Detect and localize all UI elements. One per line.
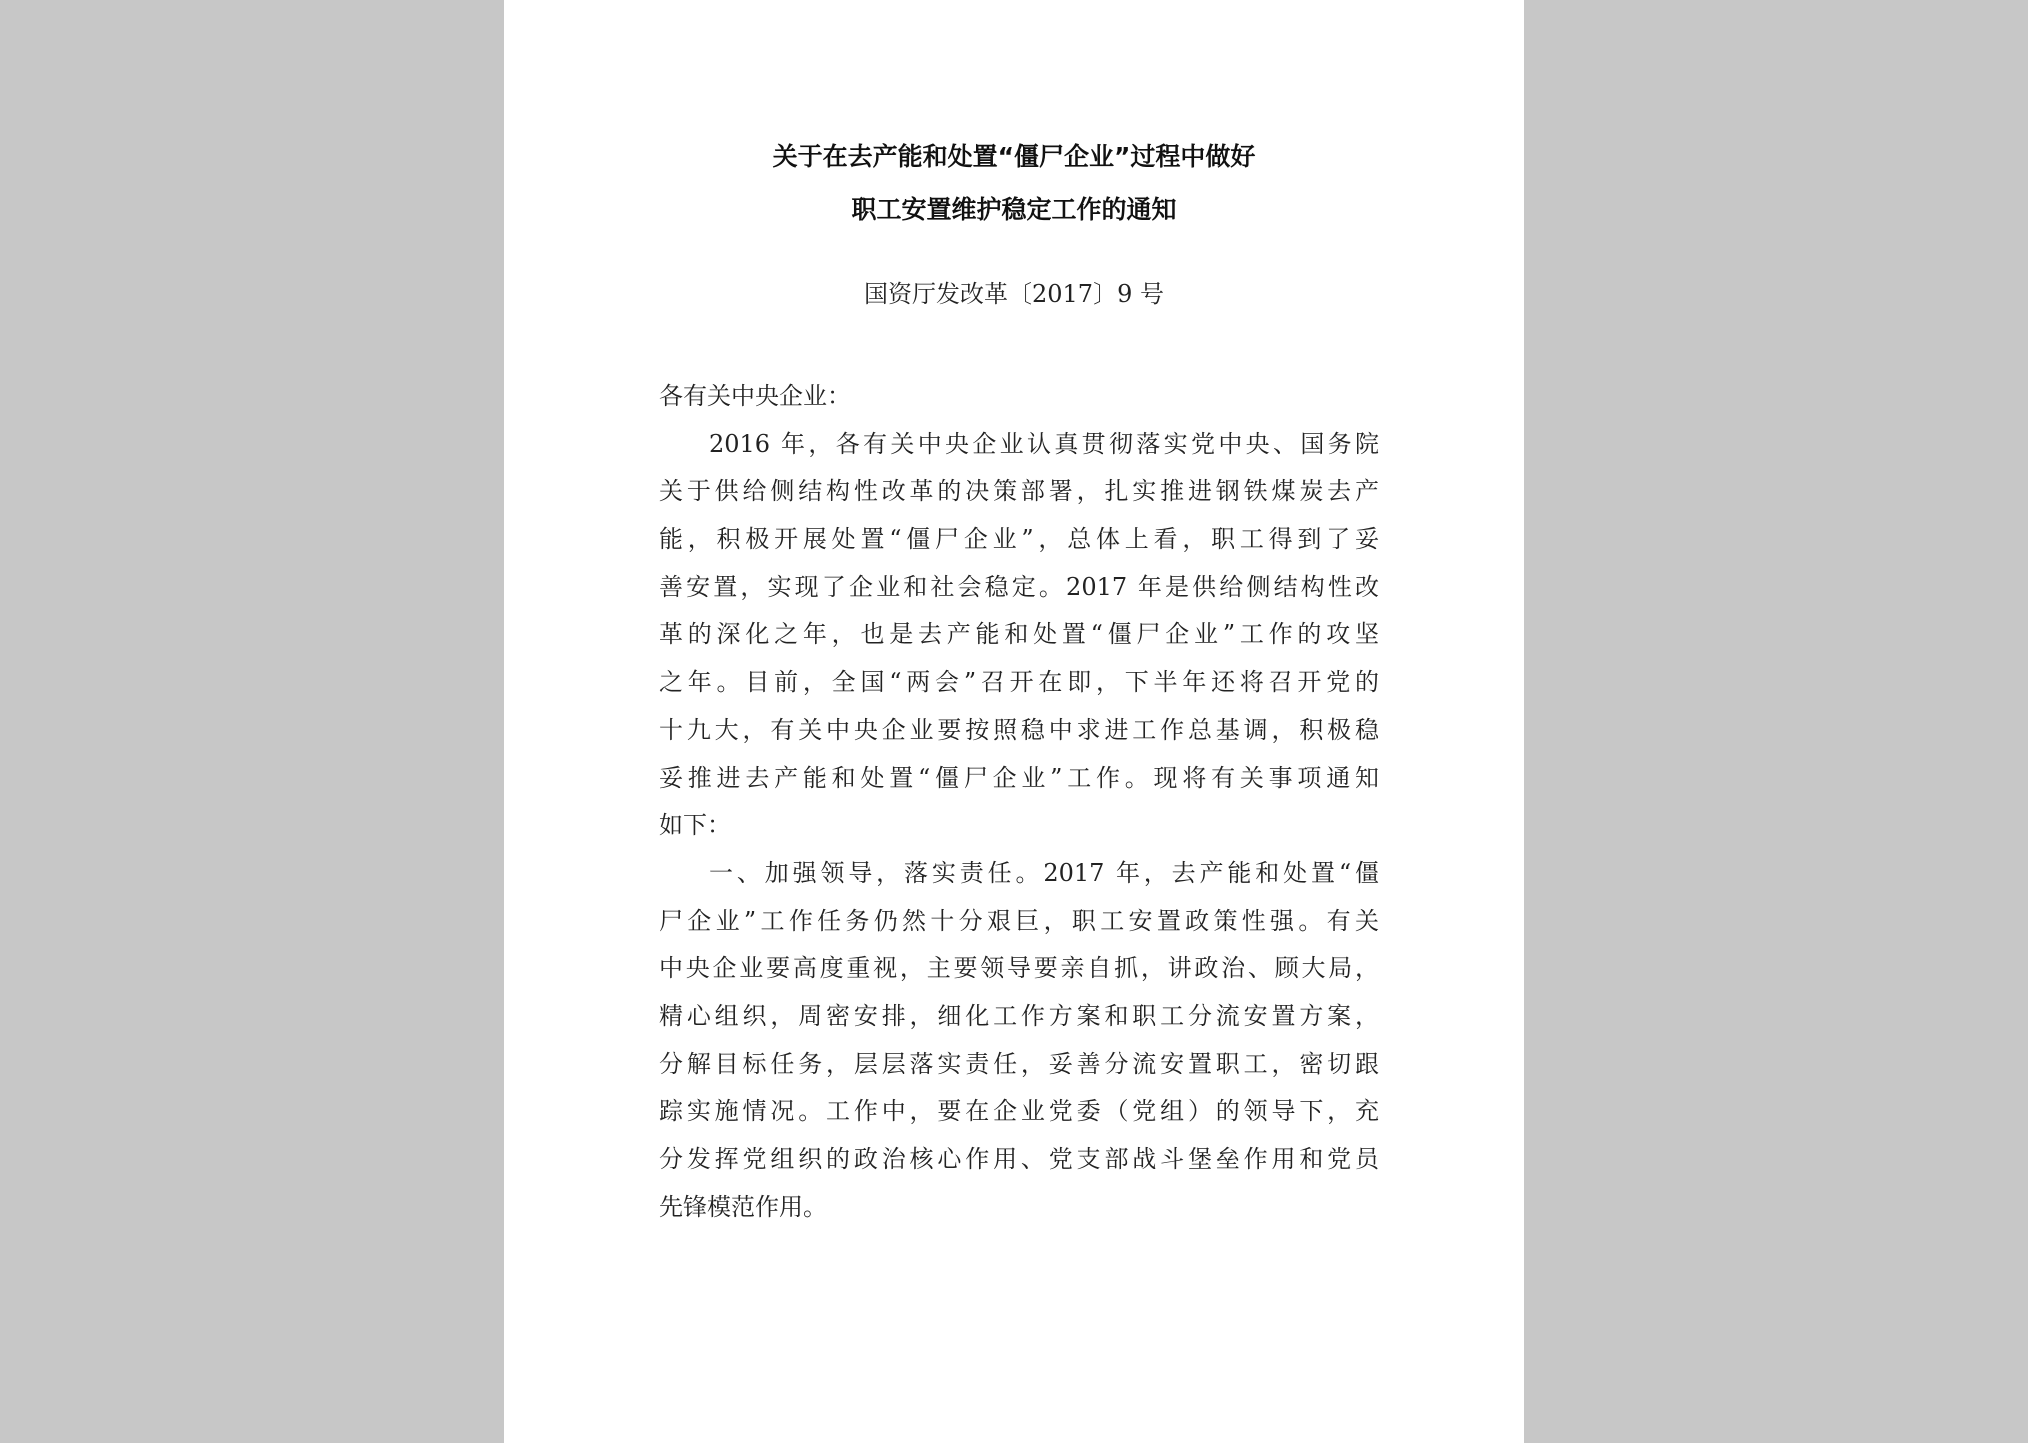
paragraph-2-line: 中央企业要高度重视，主要领导要亲自抓，讲政治、顾大局， — [659, 954, 1379, 983]
paragraph-1-line: 妥推进去产能和处置“僵尸企业”工作。现将有关事项通知 — [659, 763, 1379, 792]
salutation: 各有关中央企业： — [659, 382, 851, 410]
paragraph-1-line: 十九大，有关中央企业要按照稳中求进工作总基调，积极稳 — [659, 715, 1379, 744]
title-line-2: 职工安置维护稳定工作的通知 — [851, 195, 1177, 224]
paragraph-1-line: 如下： — [659, 811, 731, 840]
document-body — [659, 373, 1379, 1231]
paragraph-2-line: 分解目标任务，层层落实责任，妥善分流安置职工，密切跟 — [659, 1049, 1379, 1078]
paragraph-1-line: 之年。目前，全国“两会”召开在即，下半年还将召开党的 — [659, 668, 1379, 697]
document-number: 国资厅发改革〔2017〕9 号 — [864, 280, 1164, 308]
paragraph-2-line: 一、加强领导，落实责任。2017 年，去产能和处置“僵 — [709, 858, 1379, 887]
title-line-1: 关于在去产能和处置“僵尸企业”过程中做好 — [772, 142, 1256, 171]
paragraph-2-line: 尸企业”工作任务仍然十分艰巨，职工安置政策性强。有关 — [659, 906, 1379, 935]
paragraph-1-line: 关于供给侧结构性改革的决策部署，扎实推进钢铁煤炭去产 — [659, 477, 1379, 506]
paragraph-1-line: 2016 年，各有关中央企业认真贯彻落实党中央、国务院 — [709, 429, 1379, 458]
paragraph-2-line: 分发挥党组织的政治核心作用、党支部战斗堡垒作用和党员 — [659, 1145, 1379, 1173]
paragraph-2-line: 精心组织，周密安排，细化工作方案和职工分流安置方案， — [659, 1001, 1379, 1030]
paragraph-2-line: 踪实施情况。工作中，要在企业党委（党组）的领导下，充 — [659, 1097, 1379, 1126]
paragraph-1-line: 革的深化之年，也是去产能和处置“僵尸企业”工作的攻坚 — [659, 620, 1379, 649]
document-title — [504, 130, 1524, 236]
paragraph-1-line: 能，积极开展处置“僵尸企业”，总体上看，职工得到了妥 — [659, 525, 1379, 554]
paragraph-2-line: 先锋模范作用。 — [659, 1192, 827, 1221]
paragraph-1-line: 善安置，实现了企业和社会稳定。2017 年是供给侧结构性改 — [659, 572, 1379, 601]
document-page — [504, 0, 1524, 1443]
